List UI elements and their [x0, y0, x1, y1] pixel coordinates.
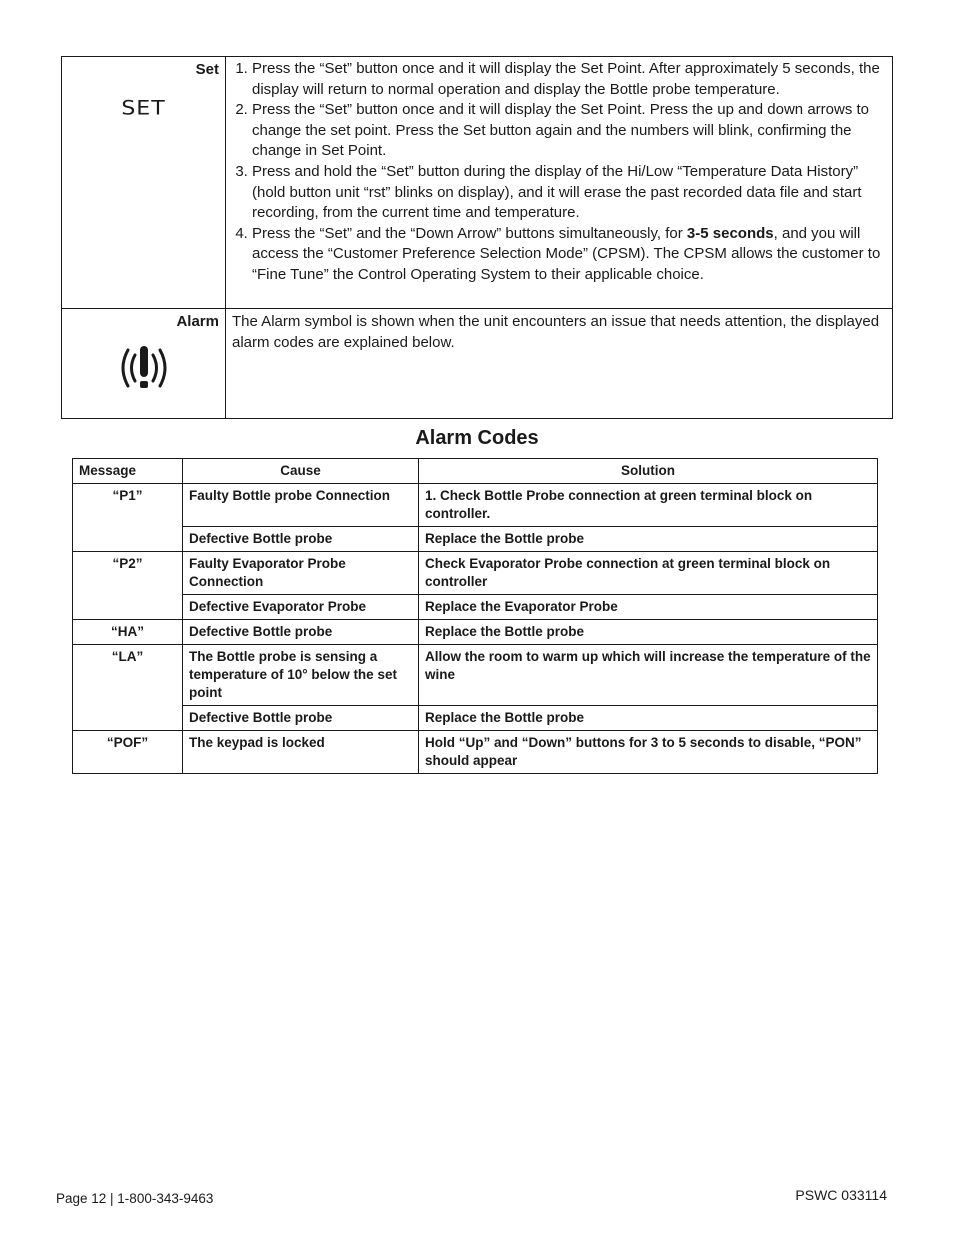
- set-step-4-after: , and you will access the “Customer Preference Selection Mode” (CPSM). The CPSM allows the customer to “Fine Tune” the Control Operating System to their applicable choice.: [252, 224, 881, 283]
- alarm-label-cell: [62, 309, 226, 419]
- set-step-4-bold: 3-5 seconds: [686, 224, 774, 242]
- alarm-codes-table: [72, 458, 878, 774]
- set-label-cell: [62, 57, 226, 309]
- footer-page-phone: Page 12 | 1-800-343-9463: [56, 1191, 214, 1206]
- alarm-row: [62, 309, 893, 419]
- alarm-message-cell: “P1”: [73, 484, 183, 552]
- set-step-2: 2. Press the “Set” button once and it will display the Set Point. Press the up and down arrows to change the set point. Press the Set button again and the numbers will blink, confirming the change in Set Point.: [252, 100, 882, 162]
- controls-table: [61, 56, 893, 419]
- alarm-icon: [62, 344, 225, 397]
- set-step-3: 3. Press and hold the “Set” button during the display of the Hi/Low “Temperature Data History” (hold button unit “rst” blinks on display), and it will erase the past recorded data file and start recording, from the current time and temperature.: [252, 162, 882, 224]
- alarm-cause-cell: The Bottle probe is sensing a temperature of 10° below the set point: [183, 645, 419, 706]
- alarm-cause-cell: Faulty Evaporator Probe Connection: [183, 552, 419, 595]
- set-row: [62, 57, 893, 309]
- set-instructions-cell: [226, 57, 893, 309]
- table-row: [73, 645, 878, 706]
- alarm-message-cell: “POF”: [73, 731, 183, 774]
- header-solution: Solution: [419, 459, 878, 484]
- alarm-solution-cell: 1. Check Bottle Probe connection at green terminal block on controller.: [419, 484, 878, 527]
- alarm-cause-cell: Defective Evaporator Probe: [183, 595, 419, 620]
- header-cause: Cause: [183, 459, 419, 484]
- alarm-message-cell: “HA”: [73, 620, 183, 645]
- set-step-4: [252, 224, 882, 286]
- alarm-control-name: Alarm: [176, 313, 219, 330]
- alarm-solution-cell: Replace the Evaporator Probe: [419, 595, 878, 620]
- table-row: [73, 552, 878, 595]
- table-row: [73, 731, 878, 774]
- alarm-description-cell: [226, 309, 893, 419]
- alarm-cause-cell: Defective Bottle probe: [183, 706, 419, 731]
- alarm-cause-cell: The keypad is locked: [183, 731, 419, 774]
- set-button-icon: SET: [121, 97, 166, 120]
- alarm-message-cell: “P2”: [73, 552, 183, 620]
- alarm-solution-cell: Hold “Up” and “Down” buttons for 3 to 5 seconds to disable, “PON” should appear: [419, 731, 878, 774]
- table-row: [73, 706, 878, 731]
- alarm-description: The Alarm symbol is shown when the unit encounters an issue that needs attention, the displayed alarm codes are explained below.: [232, 313, 880, 351]
- alarm-message-cell: “LA”: [73, 645, 183, 731]
- alarm-solution-cell: Replace the Bottle probe: [419, 706, 878, 731]
- set-step-1: 1. Press the “Set” button once and it will display the Set Point. After approximately 5 seconds, the display will return to normal operation and display the Bottle probe temperature.: [252, 59, 882, 100]
- header-message: Message: [73, 459, 183, 484]
- table-row: [73, 484, 878, 527]
- alarm-cause-cell: Defective Bottle probe: [183, 527, 419, 552]
- alarm-codes-header-row: [73, 459, 878, 484]
- alarm-codes-heading: Alarm Codes: [415, 427, 539, 449]
- alarm-solution-cell: Replace the Bottle probe: [419, 620, 878, 645]
- table-row: [73, 527, 878, 552]
- alarm-solution-cell: Replace the Bottle probe: [419, 527, 878, 552]
- table-row: [73, 595, 878, 620]
- alarm-solution-cell: Check Evaporator Probe connection at green terminal block on controller: [419, 552, 878, 595]
- set-steps-list: [232, 59, 882, 286]
- table-row: [73, 620, 878, 645]
- alarm-cause-cell: Defective Bottle probe: [183, 620, 419, 645]
- alarm-cause-cell: Faulty Bottle probe Connection: [183, 484, 419, 527]
- alarm-solution-cell: Allow the room to warm up which will increase the temperature of the wine: [419, 645, 878, 706]
- set-control-name: Set: [195, 61, 219, 78]
- footer-doc-code: PSWC 033114: [795, 1187, 887, 1203]
- set-step-4-before: Press the “Set” and the “Down Arrow” buttons simultaneously, for: [252, 224, 687, 242]
